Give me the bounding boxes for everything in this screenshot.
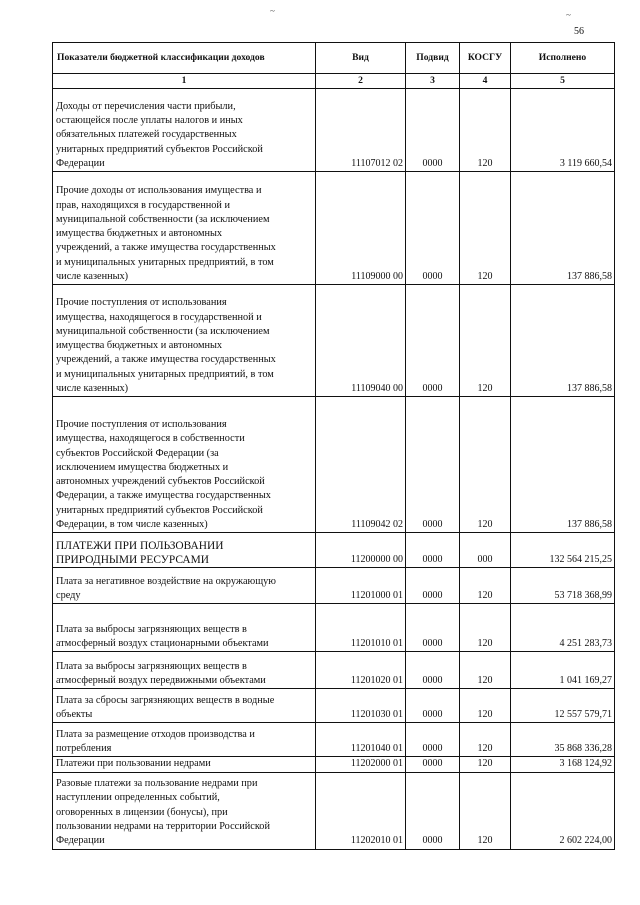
header-kosgu: КОСГУ [460, 43, 511, 74]
row-podvid: 0000 [406, 604, 460, 652]
row-podvid: 0000 [406, 757, 460, 772]
column-number: 5 [511, 74, 615, 89]
table-row [53, 285, 615, 397]
row-description: Прочие доходы от использования имущества и прав, находящихся в государственной и муниципальной собственности (за исключением имущества бюджетных и автономных учреждений, а также имущества государственных и муниципальных унитарных предприятий, в том числе казенных) [53, 172, 316, 285]
row-kosgu: 120 [460, 772, 511, 849]
row-kosgu: 120 [460, 689, 511, 723]
row-podvid: 0000 [406, 723, 460, 757]
column-number: 4 [460, 74, 511, 89]
row-amount: 3 119 660,54 [511, 89, 615, 172]
row-amount: 137 886,58 [511, 285, 615, 397]
row-vid: 11201030 01 [316, 689, 406, 723]
row-kosgu: 120 [460, 604, 511, 652]
table-row [53, 568, 615, 604]
row-podvid: 0000 [406, 652, 460, 689]
row-vid: 11201020 01 [316, 652, 406, 689]
header-executed: Исполнено [511, 43, 615, 74]
row-vid: 11202000 01 [316, 757, 406, 772]
header-row [53, 43, 615, 74]
row-vid: 11109000 00 [316, 172, 406, 285]
row-vid: 11200000 00 [316, 533, 406, 568]
table-row [53, 397, 615, 533]
header-podvid: Подвид [406, 43, 460, 74]
row-kosgu: 120 [460, 172, 511, 285]
row-kosgu: 120 [460, 723, 511, 757]
column-number: 1 [53, 74, 316, 89]
table-row [53, 604, 615, 652]
row-podvid: 0000 [406, 172, 460, 285]
row-description: Доходы от перечисления части прибыли, остающейся после уплаты налогов и иных обязательных платежей государственных унитарных предприятий субъектов Российской Федерации [53, 89, 316, 172]
row-amount: 3 168 124,92 [511, 757, 615, 772]
page-number: 56 [574, 26, 584, 37]
row-kosgu: 120 [460, 285, 511, 397]
row-kosgu: 000 [460, 533, 511, 568]
row-kosgu: 120 [460, 757, 511, 772]
row-amount: 137 886,58 [511, 172, 615, 285]
table-row [53, 723, 615, 757]
row-podvid: 0000 [406, 772, 460, 849]
row-amount: 12 557 579,71 [511, 689, 615, 723]
row-amount: 137 886,58 [511, 397, 615, 533]
header-vid: Вид [316, 43, 406, 74]
row-vid: 11201010 01 [316, 604, 406, 652]
row-description: Разовые платежи за пользование недрами при наступлении определенных событий, оговоренных в лицензии (бонусы), при пользовании недрами на территории Российской Федерации [53, 772, 316, 849]
scan-mark: ~ [270, 6, 275, 16]
row-description: Плата за размещение отходов производства и потребления [53, 723, 316, 757]
row-podvid: 0000 [406, 285, 460, 397]
table-row [53, 533, 615, 568]
row-amount: 35 868 336,28 [511, 723, 615, 757]
row-vid: 11201040 01 [316, 723, 406, 757]
row-kosgu: 120 [460, 397, 511, 533]
row-description: Прочие поступления от использования имущества, находящегося в государственной и муниципальной собственности (за исключением имущества бюджетных и автономных учреждений, а также имущества государственных и муниципальных унитарных предприятий, в том числе казенных) [53, 285, 316, 397]
row-vid: 11107012 02 [316, 89, 406, 172]
table-row [53, 652, 615, 689]
row-kosgu: 120 [460, 568, 511, 604]
table-row [53, 757, 615, 772]
row-amount: 132 564 215,25 [511, 533, 615, 568]
row-amount: 4 251 283,73 [511, 604, 615, 652]
row-podvid: 0000 [406, 89, 460, 172]
row-kosgu: 120 [460, 89, 511, 172]
row-podvid: 0000 [406, 689, 460, 723]
table-row [53, 172, 615, 285]
row-description: Плата за негативное воздействие на окружающую среду [53, 568, 316, 604]
row-amount: 1 041 169,27 [511, 652, 615, 689]
row-amount: 53 718 368,99 [511, 568, 615, 604]
row-description: ПЛАТЕЖИ ПРИ ПОЛЬЗОВАНИИ ПРИРОДНЫМИ РЕСУРСАМИ [53, 533, 316, 568]
row-vid: 11201000 01 [316, 568, 406, 604]
scan-mark: ~ [566, 10, 571, 20]
column-number: 2 [316, 74, 406, 89]
column-number-row [53, 74, 615, 89]
table-row [53, 89, 615, 172]
row-podvid: 0000 [406, 397, 460, 533]
row-description: Платежи при пользовании недрами [53, 757, 316, 772]
row-description: Прочие поступления от использования имущества, находящегося в собственности субъектов Российской Федерации (за исключением имущества бюджетных и автономных учреждений субъектов Российской Федерации, а также имущества государственных унитарных предприятий субъектов Российской Федерации, в том числе казенных) [53, 397, 316, 533]
row-vid: 11202010 01 [316, 772, 406, 849]
row-description: Плата за выбросы загрязняющих веществ в атмосферный воздух стационарными объектами [53, 604, 316, 652]
row-description: Плата за выбросы загрязняющих веществ в атмосферный воздух передвижными объектами [53, 652, 316, 689]
column-number: 3 [406, 74, 460, 89]
row-kosgu: 120 [460, 652, 511, 689]
revenue-table [52, 42, 615, 850]
row-podvid: 0000 [406, 533, 460, 568]
row-amount: 2 602 224,00 [511, 772, 615, 849]
row-vid: 11109042 02 [316, 397, 406, 533]
table-row [53, 772, 615, 849]
row-vid: 11109040 00 [316, 285, 406, 397]
table-row [53, 689, 615, 723]
header-classification: Показатели бюджетной классификации доходов [53, 43, 316, 74]
row-podvid: 0000 [406, 568, 460, 604]
row-description: Плата за сбросы загрязняющих веществ в водные объекты [53, 689, 316, 723]
